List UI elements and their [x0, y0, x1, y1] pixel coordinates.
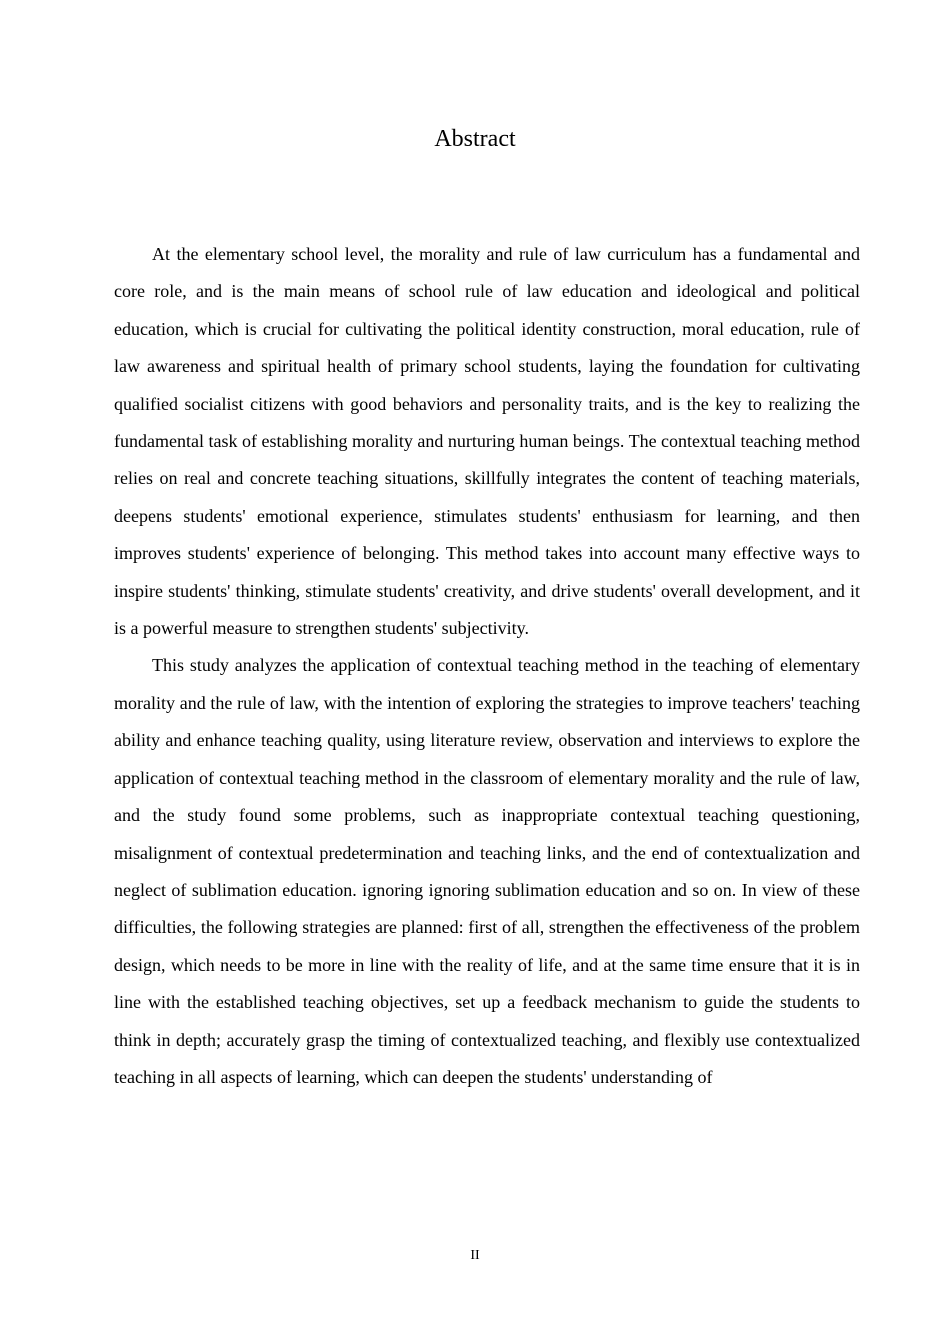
abstract-body [114, 236, 860, 1096]
page-title: Abstract [434, 126, 516, 152]
abstract-paragraph-1: At the elementary school level, the morality and rule of law curriculum has a fundamental and core role, and is the main means of school rule of law education and ideological and political education, which is crucial for cultivating the political identity construction, moral education, rule of law awareness and spiritual health of primary school students, laying the foundation for cultivating qualified socialist citizens with good behaviors and personality traits, and is the key to realizing the fundamental task of establishing morality and nurturing human beings. The contextual teaching method relies on real and concrete teaching situations, skillfully integrates the content of teaching materials, deepens students' emotional experience, stimulates students' enthusiasm for learning, and then improves students' experience of belonging. This method takes into account many effective ways to inspire students' thinking, stimulate students' creativity, and drive students' overall development, and it is a powerful measure to strengthen students' subjectivity. [114, 244, 860, 639]
page-number: II [470, 1248, 480, 1263]
abstract-paragraph-2: This study analyzes the application of contextual teaching method in the teaching of elementary morality and the rule of law, with the intention of exploring the strategies to improve teachers' teaching ability and enhance teaching quality, using literature review, observation and interviews to explore the application of contextual teaching method in the classroom of elementary morality and the rule of law, and the study found some problems, such as inappropriate contextual teaching questioning, misalignment of contextual predetermination and teaching links, and the end of contextualization and neglect of sublimation education. ignoring ignoring sublimation education and so on. In view of these difficulties, the following strategies are planned: first of all, strengthen the effectiveness of the problem design, which needs to be more in line with the reality of life, and at the same time ensure that it is in line with the established teaching objectives, set up a feedback mechanism to guide the students to think in depth; accurately grasp the timing of contextualized teaching, and flexibly use contextualized teaching in all aspects of learning, which can deepen the students' understanding of [114, 655, 860, 1087]
